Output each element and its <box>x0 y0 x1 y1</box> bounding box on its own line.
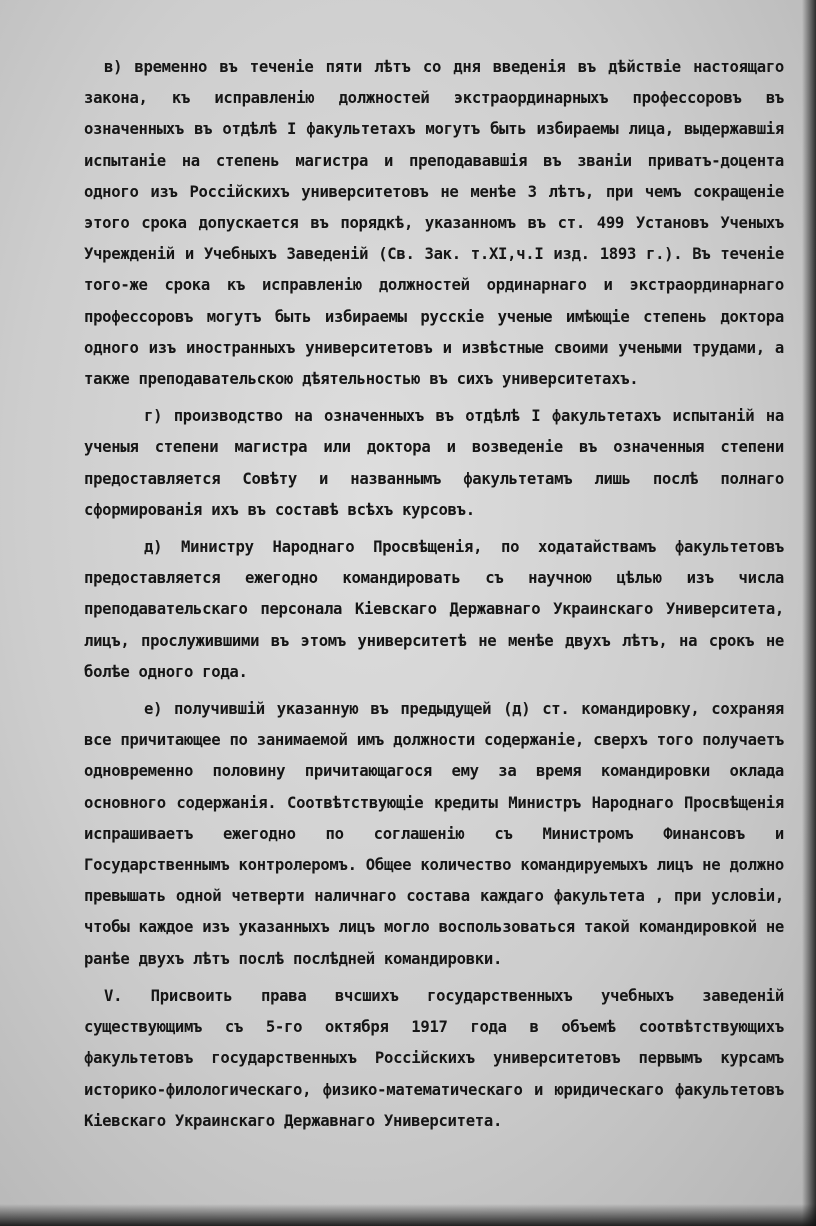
document-body <box>84 52 784 1137</box>
paragraph-v: в) временно въ теченіе пяти лѣтъ со дня введенія въ дѣйствіе настоящаго закона, къ исправленію должностей экстраординарныхъ профессоровъ въ означенныхъ въ отдѣлѣ I факультетахъ могутъ быть избираемы лица, выдержавшія испытаніе на степень магистра и преподававшія въ званіи приватъ-доцента одного изъ Россійскихъ университетовъ не менѣе 3 лѣтъ, при чемъ сокращеніе этого срока допускается въ порядкѣ, указанномъ въ ст. 499 Установъ Ученыхъ Учрежденій и Учебныхъ Заведеній (Св. Зак. т.XI,ч.I изд. 1893 г.). Въ теченіе того-же срока къ исправленію должностей ординарнаго и экстраординарнаго профессоровъ могутъ быть избираемы русскіе ученые имѣющіе степень доктора одного изъ иностранныхъ университетовъ и извѣстные своими учеными трудами, а также преподавательскою дѣятельностью въ сихъ университетахъ. <box>84 58 784 389</box>
paragraph-d: д) Министру Народнаго Просвѣщенія, по ходатайствамъ факультетовъ предоставляется ежегодно командировать съ научною цѣлью изъ числа преподавательскаго персонала Кіевскаго Державнаго Украинскаго Университета, лицъ, прослужившими въ этомъ университетѣ не менѣе двухъ лѣтъ, на срокъ не болѣе одного года. <box>84 538 784 681</box>
page-edge-shadow-right <box>802 0 816 1226</box>
paragraph-g: г) производство на означенныхъ въ отдѣлѣ I факультетахъ испытаній на ученыя степени магистра или доктора и возведеніе въ означенныя степени предоставляется Совѣту и названнымъ факультетамъ лишь послѣ полнаго сформированія ихъ въ составѣ всѣхъ курсовъ. <box>84 407 784 519</box>
section-v: V. Присвоить права вчсшихъ государственныхъ учебныхъ заведеній существующимъ съ 5-го октября 1917 года в объемѣ соотвѣтствующихъ факультетовъ государственныхъ Россійскихъ университетовъ первымъ курсамъ историко-филологическаго, физико-математическаго и юридическаго факультетовъ Кіевскаго Украинскаго Державнаго Университета. <box>84 986 784 1130</box>
page-edge-shadow-bottom <box>0 1204 816 1226</box>
paragraph-e: е) получившій указанную въ предыдущей (д) ст. командировку, сохраняя все причитающее по занимаемой имъ должности содержаніе, сверхъ того получаетъ одновременно половину причитающагося ему за время командировки оклада основного содержанія. Соотвѣтствующіе кредиты Министръ Народнаго Просвѣщенія испрашиваетъ ежегодно по соглашенію съ Министромъ Финансовъ и Государственнымъ контролеромъ. Общее количество командируемыхъ лицъ не должно превышать одной четверти наличнаго состава каждаго факультета , при условіи, чтобы каждое изъ указанныхъ лицъ могло воспользоваться такой командировкой не ранѣе двухъ лѣтъ послѣ послѣдней командировки. <box>84 700 784 968</box>
